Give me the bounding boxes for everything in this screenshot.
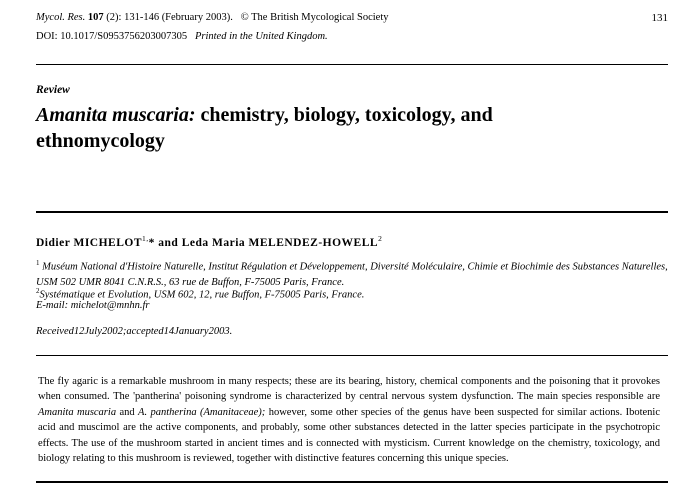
- received-dates: Received12July2002;accepted14January2003.: [36, 326, 233, 337]
- affiliation-2-num: 2: [36, 287, 40, 295]
- email: E-mail: michelot@mnhn.fr: [36, 300, 150, 311]
- title-rest: chemistry, biology, toxicology, and ethnomycology: [36, 104, 493, 152]
- copyright: © The British Mycological Society: [240, 12, 389, 23]
- journal-abbrev: Mycol. Res.: [36, 12, 86, 23]
- author-list: [36, 234, 382, 249]
- header-rule: [36, 64, 668, 65]
- affiliation-1-num: 1: [36, 259, 40, 267]
- volume: 107: [87, 12, 104, 23]
- author-2: Leda Maria MELENDEZ-HOWELL: [181, 236, 379, 249]
- author-1: Didier MICHELOT: [36, 236, 143, 249]
- journal-citation: [36, 12, 388, 23]
- abstract-part-2: however, some other species of the genus have been suspected for similar actions. Ibotenic acid and muscimol are the active components, and probably, some other substances detected in the latter species participate in the psychotropic effects. The use of the mushroom started in ancient times and is connected with mysticism. Current knowledge on the chemistry, toxicology, and biology relating to this mushroom is reviewed, together with distinctive features concerning this unique species.: [38, 406, 661, 465]
- abstract-part-1: The fly agaric is a remarkable mushroom in many respects; these are its bearing, history, chemical components and the poisoning that it provokes when consumed. The 'pantherina' poisoning syndrome is characterized by central nervous system dysfunction. The main species responsible are: [38, 376, 660, 403]
- abstract-and: and: [116, 406, 139, 418]
- author-1-affil: 1,: [142, 234, 149, 243]
- paper-title: [36, 102, 596, 154]
- page-number: 131: [651, 12, 668, 24]
- doi: DOI: 10.1017/S0953756203007305: [36, 31, 188, 42]
- issue-pages-date: (2): 131-146 (February 2003).: [106, 12, 233, 23]
- corresponding-mark: *: [148, 236, 155, 249]
- author-conjunction: and: [154, 236, 182, 249]
- doi-line: [36, 31, 328, 42]
- abstract-bottom-rule: [36, 481, 668, 483]
- species-2: A. pantherina: [138, 406, 197, 418]
- title-italic: Amanita muscaria:: [36, 104, 196, 126]
- section-label: Review: [36, 84, 70, 96]
- species-1: Amanita muscaria: [38, 406, 117, 418]
- author-2-affil: 2: [378, 234, 383, 243]
- family-name: (Amanitaceae);: [199, 406, 266, 418]
- printed-note: Printed in the United Kingdom.: [194, 31, 328, 42]
- title-rule: [36, 211, 668, 213]
- abstract-top-rule: [36, 355, 668, 356]
- abstract: [38, 374, 660, 466]
- affiliation-2-text: Systématique et Evolution, USM 602, 12, rue Buffon, F-75005 Paris, France.: [39, 289, 365, 301]
- affiliation-1-text: Muséum National d'Histoire Naturelle, Institut Régulation et Développement, Diversité Moléculaire, Chimie et Biochimie des Substances Naturelles, USM 502 UMR 8041 C.N.R.S., 63 rue de Buffon, F-75005 Paris, France.: [36, 261, 668, 288]
